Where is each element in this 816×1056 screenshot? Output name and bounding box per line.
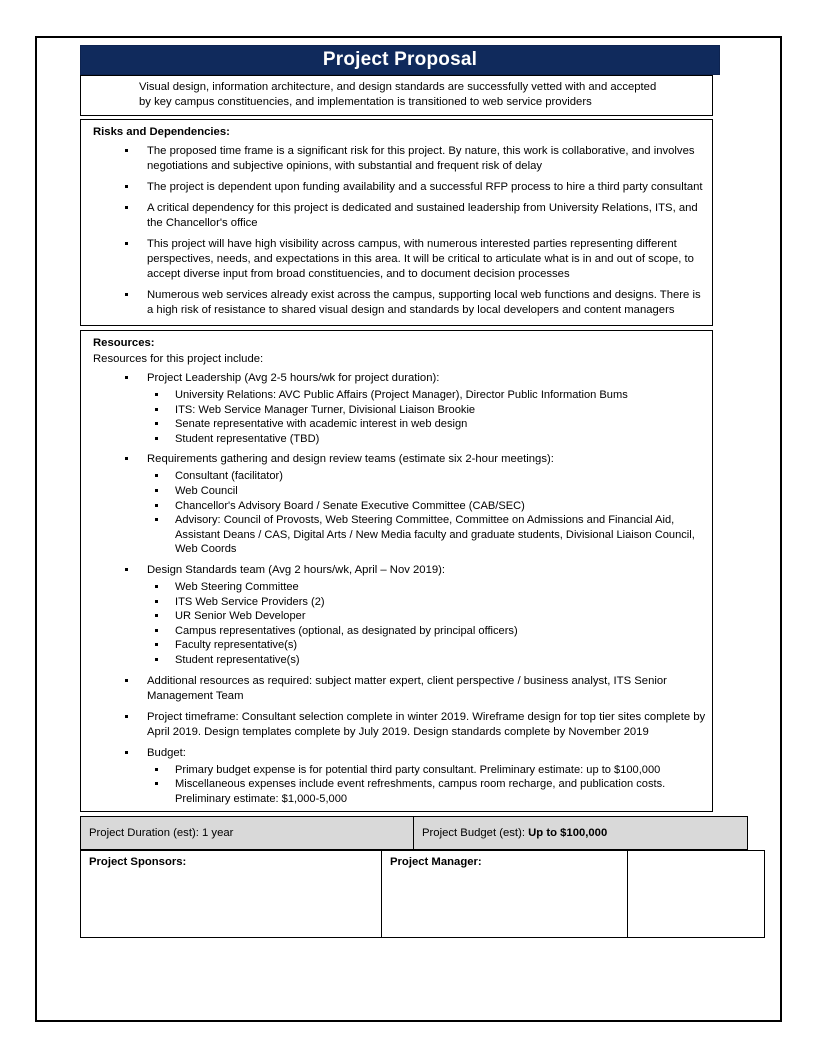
resource-sub-text: Senate representative with academic interest in web design (175, 418, 468, 431)
list-item (87, 201, 706, 231)
bullet-icon (125, 715, 128, 718)
bullet-icon (125, 568, 128, 571)
list-item (87, 180, 706, 195)
table-row (81, 851, 765, 938)
summary-table (80, 816, 748, 850)
risk-text: The proposed time frame is a significant risk for this project. By nature, this work is collaborative, and involves negotiations and subjective opinions, with substantial and frequent risk of delay (147, 145, 695, 172)
project-budget-label: Project Budget (est): (422, 827, 525, 840)
project-budget-value: Up to $100,000 (528, 827, 608, 840)
list-item (147, 638, 706, 653)
list-item (147, 484, 706, 499)
page-title: Project Proposal (322, 49, 478, 70)
list-item (87, 452, 706, 557)
intro-line-1: Visual design, information architecture, and design standards are successfully vetted with and accepted (139, 81, 657, 93)
bullet-icon (155, 643, 158, 646)
risks-section (80, 119, 713, 326)
resource-sub-text: Student representative(s) (175, 653, 300, 666)
resources-intro: Resources for this project include: (93, 353, 264, 365)
bullet-icon (125, 376, 128, 379)
resource-group-label: Project Leadership (Avg 2-5 hours/wk for project duration): (147, 372, 440, 384)
resource-sublist (147, 763, 706, 807)
list-item (147, 499, 706, 514)
list-item (147, 388, 706, 403)
list-item (147, 653, 706, 668)
list-item (87, 144, 706, 174)
resource-group-label: Project timeframe: Consultant selection complete in winter 2019. Wireframe design for top tier sites complete by April 2019. Design templates complete by July 2019. Design standards complete by November 2019 (147, 710, 706, 738)
resource-sub-text: University Relations: AVC Public Affairs (Project Manager), Director Public Information Bums (175, 389, 628, 401)
bullet-icon (155, 585, 158, 588)
resource-group-label: Additional resources as required: subject matter expert, client perspective / business analyst, ITS Senior Management Team (147, 674, 667, 702)
resource-sub-text: Web Council (175, 484, 238, 497)
risk-text: The project is dependent upon funding availability and a successful RFP process to hire a third party consultant (147, 181, 703, 193)
bullet-icon (155, 518, 158, 521)
resource-sub-text: Consultant (facilitator) (175, 470, 283, 483)
bullet-icon (125, 206, 128, 209)
list-item (147, 469, 706, 484)
project-manager-cell[interactable] (382, 851, 628, 938)
risk-text: Numerous web services already exist across the campus, supporting local web functions and designs. There is a high risk of resistance to shared visual design and standards by local developers and content managers (147, 289, 701, 316)
risk-text: A critical dependency for this project is dedicated and sustained leadership from University Relations, ITS, and the Chancellor's office (147, 202, 698, 229)
document-body (80, 45, 720, 938)
resource-sublist (147, 388, 706, 446)
project-sponsors-cell[interactable] (81, 851, 382, 938)
intro-box (80, 75, 713, 116)
resource-sub-text: Student representative (TBD) (175, 432, 320, 445)
resource-sub-text: ITS Web Service Providers (2) (175, 595, 325, 608)
bullet-icon (155, 393, 158, 396)
resource-sub-text: UR Senior Web Developer (175, 610, 306, 623)
resource-sub-text: ITS: Web Service Manager Turner, Divisional Liaison Brookie (175, 403, 476, 416)
risk-text: This project will have high visibility across campus, with numerous interested parties representing different perspectives, needs, and expectations in this area. It will be critical to articulate what is in and out of scope, to accept diverse input from broad constituencies, and to document decision processes (147, 238, 694, 280)
resource-sub-text: Web Steering Committee (175, 580, 299, 593)
bullet-icon (155, 504, 158, 507)
bullet-icon (125, 293, 128, 296)
bullet-icon (155, 422, 158, 425)
list-item (147, 417, 706, 432)
bullet-icon (155, 614, 158, 617)
list-item (87, 563, 706, 668)
resource-group-label: Design Standards team (Avg 2 hours/wk, April – Nov 2019): (147, 563, 446, 576)
bullet-icon (155, 658, 158, 661)
resource-sub-text: Miscellaneous expenses include event refreshments, campus room recharge, and publication costs. Preliminary estimate: $1,000-5,000 (175, 778, 666, 805)
bullet-icon (125, 149, 128, 152)
bullet-icon (155, 629, 158, 632)
list-item (147, 403, 706, 418)
list-item (147, 624, 706, 639)
list-item (147, 580, 706, 595)
bullet-icon (155, 768, 158, 771)
signatories-table (80, 850, 765, 938)
blank-cell[interactable] (628, 851, 765, 938)
bullet-icon (125, 185, 128, 188)
resource-sublist (147, 580, 706, 668)
document-title-banner (80, 45, 720, 75)
bullet-icon (125, 457, 128, 460)
project-duration-label: Project Duration (est): 1 year (89, 827, 234, 840)
list-item (87, 710, 706, 740)
list-item (147, 595, 706, 610)
bullet-icon (125, 751, 128, 754)
intro-line-2: by key campus constituencies, and implementation is transitioned to web service providers (139, 96, 592, 108)
table-row (81, 817, 748, 850)
list-item (87, 674, 706, 704)
list-item (147, 763, 706, 778)
bullet-icon (125, 242, 128, 245)
resource-group-label: Requirements gathering and design review teams (estimate six 2-hour meetings): (147, 453, 554, 466)
list-item (87, 288, 706, 318)
resource-sub-text: Primary budget expense is for potential third party consultant. Preliminary estimate: up to $100,000 (175, 763, 661, 776)
bullet-icon (155, 600, 158, 603)
risks-heading: Risks and Dependencies: (93, 126, 230, 138)
resource-sublist (147, 469, 706, 557)
resource-sub-text: Chancellor's Advisory Board / Senate Executive Committee (CAB/SEC) (175, 499, 525, 512)
bullet-icon (155, 474, 158, 477)
list-item (147, 609, 706, 624)
risks-list (87, 144, 706, 318)
list-item (87, 237, 706, 282)
list-item (87, 746, 706, 807)
bullet-icon (155, 489, 158, 492)
project-budget-cell (414, 817, 748, 850)
bullet-icon (155, 408, 158, 411)
resources-heading: Resources: (93, 337, 155, 349)
bullet-icon (155, 437, 158, 440)
list-item (147, 432, 706, 447)
resource-sub-text: Advisory: Council of Provosts, Web Steering Committee, Committee on Admissions and Financial Aid, Assistant Deans / CAS, Digital Arts / New Media faculty and graduate students, Divisional Liaison Council, Web Coords (175, 514, 695, 556)
bullet-icon (125, 679, 128, 682)
project-manager-label: Project Manager: (390, 856, 482, 869)
resource-sub-text: Campus representatives (optional, as designated by principal officers) (175, 624, 518, 637)
resources-list (87, 371, 706, 806)
resource-sub-text: Faculty representative(s) (175, 639, 298, 652)
list-item (147, 777, 706, 806)
bullet-icon (155, 782, 158, 785)
project-sponsors-label: Project Sponsors: (89, 856, 187, 869)
list-item (147, 513, 706, 557)
resource-group-label: Budget: (147, 746, 186, 759)
project-duration-cell (81, 817, 414, 850)
resources-section (80, 330, 713, 812)
list-item (87, 371, 706, 446)
